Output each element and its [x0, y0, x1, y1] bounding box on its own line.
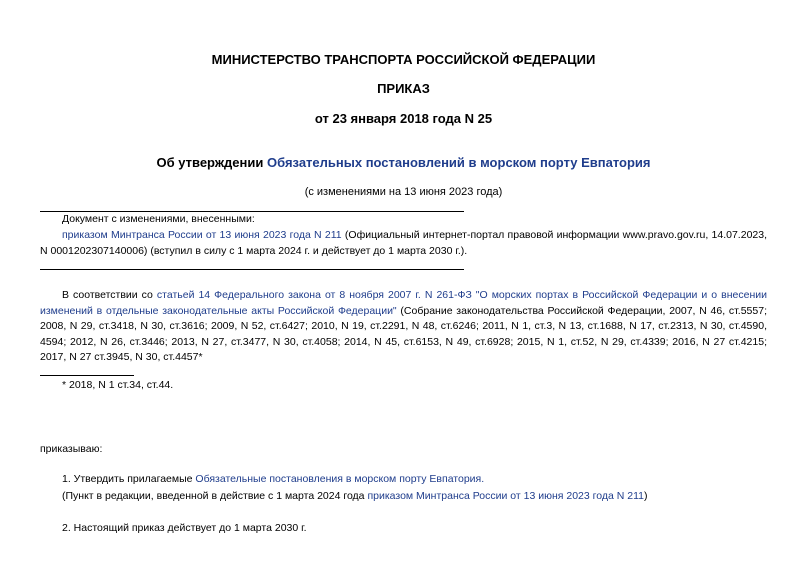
item-1-prefix: 1. Утвердить прилагаемые	[62, 473, 196, 485]
preamble-paragraph	[40, 288, 767, 366]
ministry-heading: МИНИСТЕРСТВО ТРАНСПОРТА РОССИЙСКОЙ ФЕДЕРАЦИИ	[211, 52, 596, 67]
item-1-note-suffix: )	[643, 490, 648, 502]
document-title	[0, 155, 807, 171]
changes-rest: (Официальный интернет-портал правовой информации www.pravo.gov.ru, 14.07.2023, N 0001202307140006) (вступил в силу с 1 марта 2024 г. и действует до 1 марта 2030 г.).	[40, 229, 768, 257]
footnote-text: * 2018, N 1 ст.34, ст.44.	[62, 379, 174, 391]
footnote-divider	[40, 375, 134, 376]
item-1-note	[62, 489, 647, 503]
preamble-law-link[interactable]: статьей 14 Федерального закона от 8 ноября 2007 г. N 261-ФЗ "О морских портах в Российской Федерации и о внесении изменений в отдельные законодательные акты Российской Федерации"	[40, 289, 767, 317]
changes-bottom-divider	[40, 269, 464, 270]
changes-paragraph	[40, 228, 767, 259]
item-1-link[interactable]: Обязательные постановления в морском порту Евпатория.	[195, 473, 485, 485]
item-1-note-link[interactable]: приказом Минтранса России от 13 июня 2023 года N 211	[367, 490, 644, 502]
preamble-rest: (Собрание законодательства Российской Федерации, 2007, N 46, ст.5557; 2008, N 29, ст.3418, N 30, ст.3616; 2009, N 52, ст.6427; 2010, N 19, ст.2291, N 48, ст.6246; 2011, N 1, ст.3, N 13, ст.1688, N 17, ст.2313, N 30, ст.4590, 4594; 2012, N 26, ст.3446; 2013, N 27, ст.3477, N 30, ст.4058; 2014, N 45, ст.6153, N 49, ст.6928; 2015, N 1, ст.52, N 29, ст.4339; 2016, N 27 ст.4215; 2017, N 27 ст.3945, N 30, ст.4457*	[40, 304, 767, 363]
order-word: приказываю:	[40, 443, 103, 455]
date-number-heading: от 23 января 2018 года N 25	[314, 111, 493, 126]
doc-type-heading: ПРИКАЗ	[377, 81, 430, 96]
preamble-prefix: В соответствии со	[62, 289, 157, 301]
title-prefix: Об утверждении	[156, 155, 267, 170]
document-subtitle: (с изменениями на 13 июня 2023 года)	[304, 186, 503, 198]
changes-intro: Документ с изменениями, внесенными:	[62, 213, 255, 225]
changes-link[interactable]: приказом Минтранса России от 13 июня 2023 года N 211	[62, 229, 342, 241]
item-1	[62, 472, 484, 486]
item-1-note-prefix: (Пункт в редакции, введенной в действие с 1 марта 2024 года	[62, 490, 368, 502]
title-link[interactable]: Обязательных постановлений в морском порту Евпатория	[266, 155, 651, 170]
item-2: 2. Настоящий приказ действует до 1 марта 2030 г.	[62, 522, 307, 534]
